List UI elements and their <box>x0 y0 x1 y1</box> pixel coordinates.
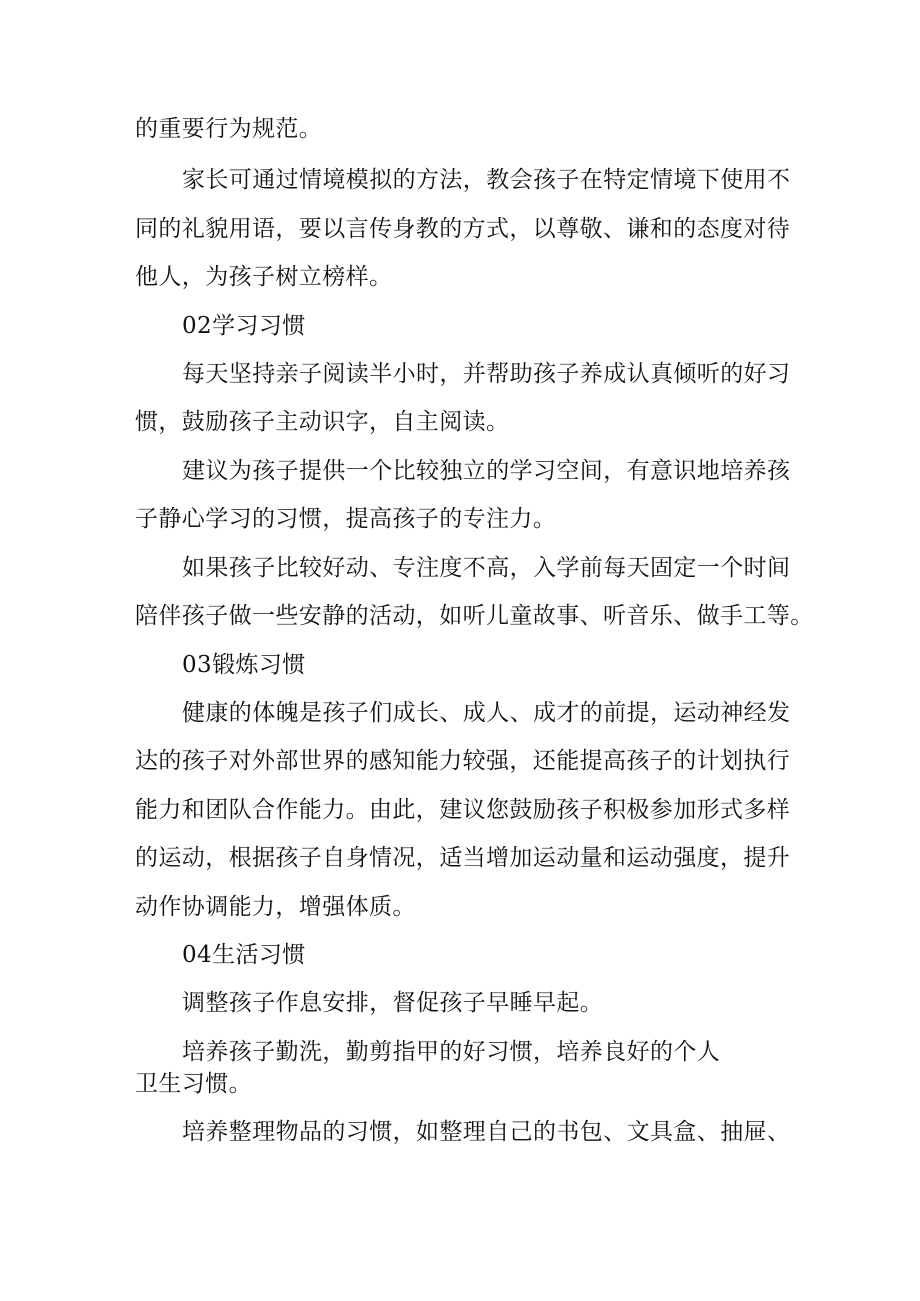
section-heading-learning: 02学习习惯 <box>182 313 306 339</box>
text-line: 陪伴孩子做一些安静的活动，如听儿童故事、听音乐、做手工等。 <box>135 603 814 629</box>
section-heading-exercise: 03锻炼习惯 <box>182 652 306 678</box>
text-line: 惯，鼓励孩子主动识字，自主阅读。 <box>135 409 510 435</box>
text-line: 每天坚持亲子阅读半小时，并帮助孩子养成认真倾听的好习 <box>182 361 791 387</box>
text-line: 他人，为孩子树立榜样。 <box>135 264 393 290</box>
text-line: 的重要行为规范。 <box>135 116 323 142</box>
text-line: 卫生习惯。 <box>135 1071 252 1097</box>
text-line: 健康的体魄是孩子们成长、成人、成才的前提，运动神经发 <box>182 700 791 726</box>
text-line: 达的孩子对外部世界的感知能力较强，还能提高孩子的计划执行 <box>135 748 791 774</box>
text-line: 建议为孩子提供一个比较独立的学习空间，有意识地培养孩 <box>182 458 791 484</box>
text-line: 动作协调能力，增强体质。 <box>135 894 416 920</box>
text-line: 调整孩子作息安排，督促孩子早睡早起。 <box>182 990 604 1016</box>
section-heading-life: 04生活习惯 <box>182 942 306 968</box>
text-line: 培养整理物品的习惯，如整理自己的书包、文具盒、抽屉、 <box>182 1119 791 1145</box>
text-line: 如果孩子比较好动、专注度不高，入学前每天固定一个时间 <box>182 555 791 581</box>
text-line: 的运动，根据孩子自身情况，适当增加运动量和运动强度，提升 <box>135 845 791 871</box>
text-line: 子静心学习的习惯，提高孩子的专注力。 <box>135 506 557 532</box>
text-line: 能力和团队合作能力。由此，建议您鼓励孩子积极参加形式多样 <box>135 797 791 823</box>
text-line: 家长可通过情境模拟的方法，教会孩子在特定情境下使用不 <box>182 167 791 193</box>
text-line: 培养孩子勤洗，勤剪指甲的好习惯，培养良好的个人 <box>182 1039 721 1065</box>
text-line: 同的礼貌用语，要以言传身教的方式，以尊敬、谦和的态度对待 <box>135 216 791 242</box>
